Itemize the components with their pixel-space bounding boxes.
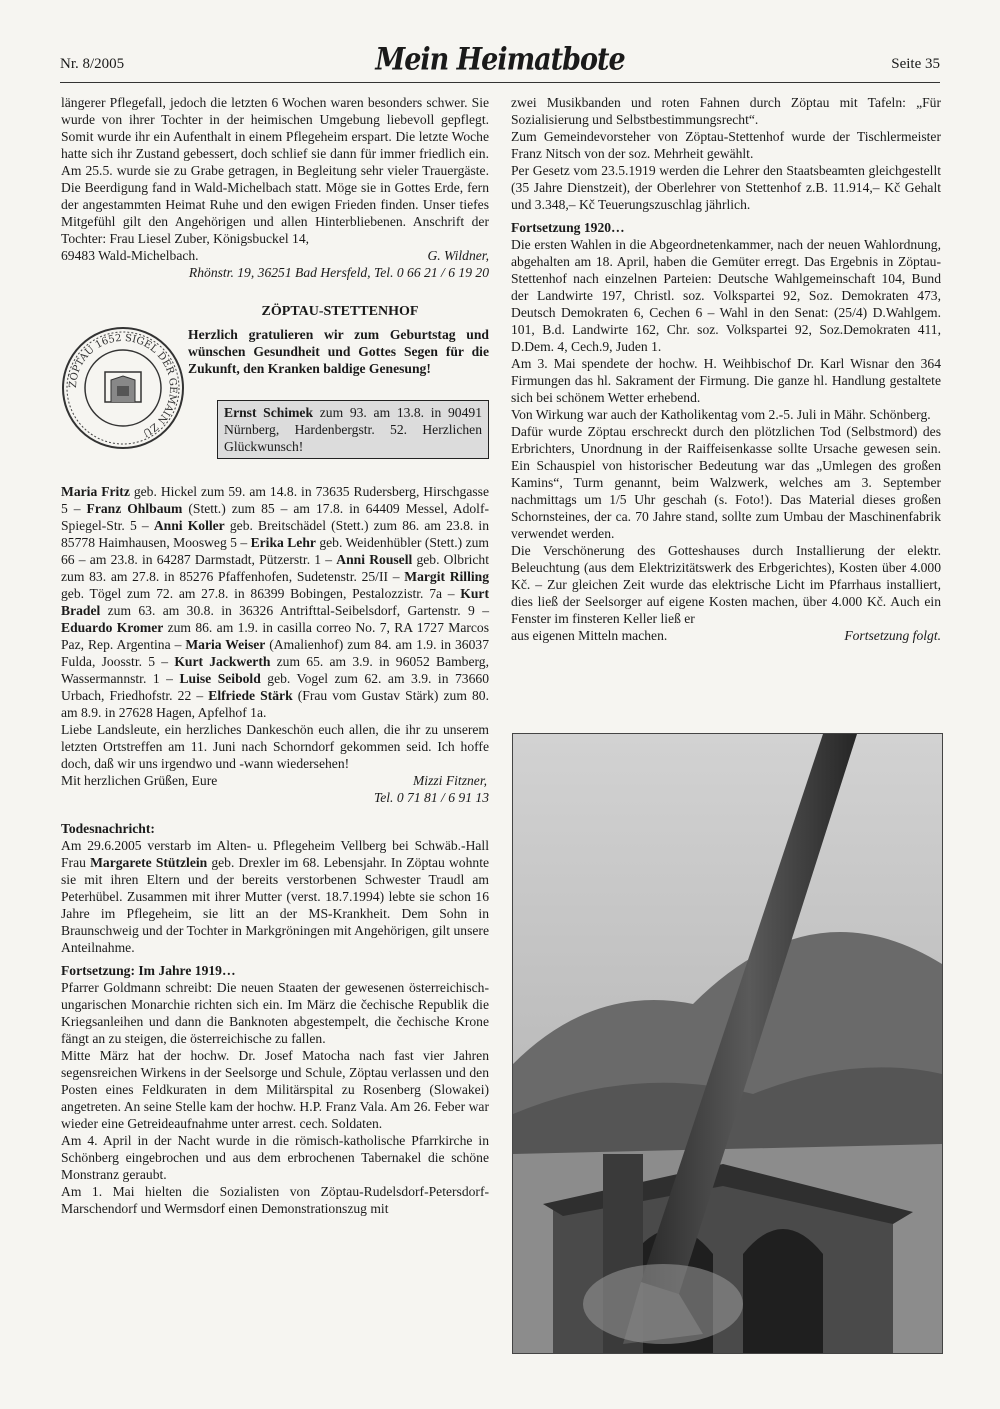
birthday-details: zum 86. am 1.9. in casilla correo No. 7, RA 1727 Marcos Paz, Rep. Argentina – [61, 620, 489, 652]
birthday-list [61, 483, 489, 721]
history-paragraph: Mitte März hat der hochw. Dr. Josef Matocha nach fast vier Jahren segensreichen Wirkens in der Seelsorge und Schule, Zöptau verlassen und den Posten eines Feldkuraten in dem Militärspital zu Rosenberg (Slowakei) angetreten. An seine Stelle kam der hochw. H.P. Franz Vala. Am 26. Feber war wieder eine Getreideaufnahme unter arrest. cech. Soldaten. [61, 1048, 489, 1131]
birthday-details: geb. Hickel zum 59. am 14.8. in 73635 Rudersberg, Hirschgasse 5 – [61, 484, 489, 516]
birthday-details: geb. Breitschädel (Stett.) zum 86. am 23.8. in 85778 Haimhausen, Moosweg 5 – [61, 518, 490, 550]
history-paragraph: Per Gesetz vom 23.5.1919 werden die Lehrer den Staatsbeamten gleichgestellt (35 Jahre Dienstzeit), der Oberlehrer von Stettenhof z.B. 11.914,– Kč Gehalt und 3.348,– Kč Teuerungszuschlag jährlich. [511, 163, 941, 212]
greeting-block [61, 326, 489, 483]
highlight-name: Ernst Schimek [224, 405, 314, 420]
section-title: ZÖPTAU-STETTENHOF [261, 304, 419, 319]
history-paragraph: Pfarrer Goldmann schreibt: Die neuen Staaten der gewesenen österreichisch-ungarischen Monarchie richten sich ein. Im März die čechische Republik die Kriegsanleihen und dann die Banknoten abgestempelt, die čechische Krone fängt an zu steigen, die österreichische zu fallen. [61, 980, 489, 1046]
birthday-details: (Frau vom Gustav Stärk) zum 80. am 8.9. in 27628 Hagen, Apfelhof 1a. [61, 688, 489, 720]
thanks-paragraph: Liebe Landsleute, ein herzliches Dankeschön euch allen, die ihr zu unserem letzten Ortstreffen am 11. Juni nach Schorndorf gekommen seid. Ich hoffe doch, daß wir uns irgendwo und -wann wiedersehen! [61, 722, 489, 771]
history-paragraph: Am 4. April in der Nacht wurde in die römisch-katholische Pfarrkirche in Schönberg eingebrochen und aus dem erbrochenen Tabernakel die schöne Monstranz geraubt. [61, 1133, 489, 1182]
birthday-details: zum 63. am 30.8. in 36326 Antrifttal-Seibelsdorf, Gartenstr. 9 – [100, 603, 489, 618]
left-column [61, 94, 489, 1217]
birthday-name: Kurt Jackwerth [174, 654, 271, 669]
right-column [511, 94, 941, 644]
history-paragraph: Am 1. Mai hielten die Sozialisten von Zöptau-Rudelsdorf-Petersdorf-Marschendorf und Wermsdorf einen Demonstrationszug mit [61, 1184, 489, 1216]
birthday-name: Margit Rilling [404, 569, 489, 584]
issue-number: Nr. 8/2005 [60, 56, 125, 72]
birthday-name: Franz Ohlbaum [86, 501, 183, 516]
birthday-name: Kurt Bradel [61, 586, 489, 618]
birthday-name: Elfriede Stärk [208, 688, 293, 703]
history-paragraph: Am 3. Mai spendete der hochw. H. Weihbischof Dr. Karl Wisnar den 364 Firmungen das hl. Sakrament der Firmung. Die ganze hl. Handlung gestaltete sich bei schönem Wetter erhebend. [511, 356, 941, 405]
birthday-details: (Amalienhof) zum 84. am 1.9. in 36037 Fulda, Joosstr. 5 – [61, 637, 489, 669]
history-last-line: aus eigenen Mitteln machen. [511, 628, 668, 643]
signature-phone: Tel. 0 71 81 / 6 91 13 [373, 790, 489, 805]
birthday-details: (Stett.) zum 85 – am 17.8. in 64409 Messel, Adolf-Spiegel-Str. 5 – [61, 501, 489, 533]
birthday-name: Eduardo Kromer [61, 620, 164, 635]
history-paragraph: Zum Gemeindevorsteher von Zöptau-Stettenhof wurde der Tischlermeister Franz Nitsch von der soz. Mehrheit gewählt. [511, 129, 941, 161]
regards-line [61, 772, 489, 789]
birthday-name: Anni Rousell [336, 552, 413, 567]
history-heading-1920: Fortsetzung 1920… [511, 220, 625, 235]
regards-text: Mit herzlichen Grüßen, Eure [61, 773, 218, 788]
birthday-details: geb. Vogel zum 62. am 3.9. in 73660 Urbach, Friedhofstr. 22 – [61, 671, 489, 703]
history-heading-1919: Fortsetzung: Im Jahre 1919… [61, 963, 236, 978]
birthday-details: zum 65. am 3.9. in 96052 Bamberg, Wassermannstr. 1 – [61, 654, 489, 686]
history-paragraph: zwei Musikbanden und roten Fahnen durch Zöptau mit Tafeln: „Für Sozialisierung und Selbstbestimmungsrecht“. [511, 95, 941, 127]
death-notice-text: Am 29.6.2005 verstarb im Alten- u. Pflegeheim Vellberg bei Schwäb.-Hall Frau Margarete Stützlein geb. Drexler im 68. Lebensjahr. In Zöptau wohnte sie mit ihren Eltern und der bereits verstorbenen Schwester Traudl am Peterhübel. Zusammen mit ihrer Mutter (verst. 18.7.1994) lebte sie schon 16 Jahre im Pflegeheim, sie litt an der MS-Krankheit. Dem Sohn in Braunschweig und der Tochter in Markgröningen mit Angehörigen, gilt unsere Anteilnahme. [61, 838, 490, 955]
obituary-paragraph: längerer Pflegefall, jedoch die letzten 6 Wochen waren besonders schwer. Sie wurde von ihrer Tochter in der heimischen Umgebung liebevoll gepflegt. Somit wurde ihr ein Aufenthalt in einem Pflegeheim erspart. Die letzte Woche hatte sich ihr Zustand gebessert, doch schlief sie dann für immer friedlich ein. Am 25.5. wurde sie zu Grabe getragen, in Begleitung sehr vieler Trauergäste. Die Beerdigung fand in Wald-Michelbach statt. Möge sie in Gottes Erde, fern der angestammten Heimat Ruhe und den ewigen Frieden finden. Unser tiefes Mitgefühl gilt den Angehörigen und allen Hinterbliebenen. Anschrift der Tochter: Frau Liesel Zuber, Königsbuckel 14, [61, 95, 489, 246]
history-paragraph: Von Wirkung war auch der Katholikentag vom 2.-5. Juli in Mähr. Schönberg. [511, 407, 931, 422]
birthday-name: Erika Lehr [250, 535, 316, 550]
chimney-demolition-photo [512, 733, 943, 1354]
page-header [60, 41, 940, 84]
highlight-text: zum 93. am 13.8. in 90491 Nürnberg, Hardenbergstr. 52. Herzlichen Glückwunsch! [224, 405, 482, 454]
signature-wildner: G. Wildner, [427, 248, 489, 263]
continued-line [511, 627, 941, 644]
photo-image [513, 734, 942, 1353]
birthday-name: Luise Seibold [179, 671, 261, 686]
town-seal-icon [61, 326, 185, 450]
continued-note: Fortsetzung folgt. [844, 628, 941, 643]
birthday-name: Maria Fritz [61, 484, 130, 499]
masthead: Mein Heimatbote [375, 41, 625, 78]
page-number: Seite 35 [891, 56, 940, 72]
deceased-name: Margarete Stützlein [90, 855, 208, 870]
signature-address: Rhönstr. 19, 36251 Bad Hersfeld, Tel. 0 66 21 / 6 19 20 [188, 265, 489, 280]
birthday-highlight-box [217, 400, 489, 459]
signature-fitzner: Mizzi Fitzner, [412, 773, 487, 788]
birthday-name: Anni Koller [153, 518, 225, 533]
seal-lettering: ZÖPTAU 1652 SIGEL DER GEMAIN ZU [67, 332, 179, 439]
birthday-details: geb. Tögel zum 72. am 27.8. in 86399 Bobingen, Pestalozzistr. 7a – [61, 586, 461, 601]
history-paragraph: Die ersten Wahlen in die Abgeordnetenkammer, nach der neuen Wahlordnung, abgehalten am 18. April, haben die Gemüter erregt. Das Ergebnis in Zöptau-Stettenhof nach einzelnen Parteien: Deutsche Wahlgemeinschaft 104, Bund der Landwirte 197, Christl. soz. Volkspartei 92, Soz. Demokraten 473, Deutsch Demokraten 6, Cechen 6 – Wahl in den Senat: (25/4) D.Wahlgem. 101, B.d. Landwirte 162, Chr. soz. Volkspartei 92, Soz.Demokraten 411, D.Dem. 4, Cech.9, Juden 1. [511, 237, 941, 354]
birthday-details: geb. Weidenhübler (Stett.) zum 66 – am 23.8. in 64287 Darmstadt, Pützerstr. 1 – [61, 535, 490, 567]
obituary-last-line: 69483 Wald-Michelbach. [61, 248, 199, 263]
history-paragraph: Dafür wurde Zöptau erschreckt durch den plötzlichen Tod (Selbstmord) des Erbrichters, Unordnung in der Raiffeisenkasse sollte Ursache gewesen sein. Ein Schauspiel von historischer Bedeutung war das „Umlegen des großen Kamins“, Turm genannt, beim Walzwerk, welches am 3. September nachmittags um 1/5 Uhr geschah (s. Foto!). Das Material dieses großen Schornsteines, der ca. 70 Jahre stand, sollte zum Umbau der Maschinenfabrik verwendet werden. [511, 424, 941, 541]
header-rule [60, 82, 940, 83]
greeting-text: Herzlich gratulieren wir zum Geburtstag und wünschen Gesundheit und Gottes Segen für die Zukunft, den Kranken baldige Genesung! [188, 327, 489, 376]
birthday-name: Maria Weiser [185, 637, 266, 652]
death-notice-heading: Todesnachricht: [61, 821, 155, 836]
history-paragraph: Die Verschönerung des Gotteshauses durch Installierung der elektr. Beleuchtung (aus dem Elektrizitätswerk des Erbgerichtes), Kosten über 4.000 Kč. – Zur gleichen Zeit wurde das elektrische Licht im Pfarrhaus installiert, dies ließ der Seelsorger auf eigene Kosten machen, über 4.000 Kč. Auch ein Fenster im finsteren Keller ließ er [511, 543, 941, 626]
birthday-details: geb. Olbricht zum 83. am 27.8. in 85276 Pfaffenhofen, Sudetenstr. 25/II – [61, 552, 489, 584]
obituary-signature-line [61, 247, 489, 264]
